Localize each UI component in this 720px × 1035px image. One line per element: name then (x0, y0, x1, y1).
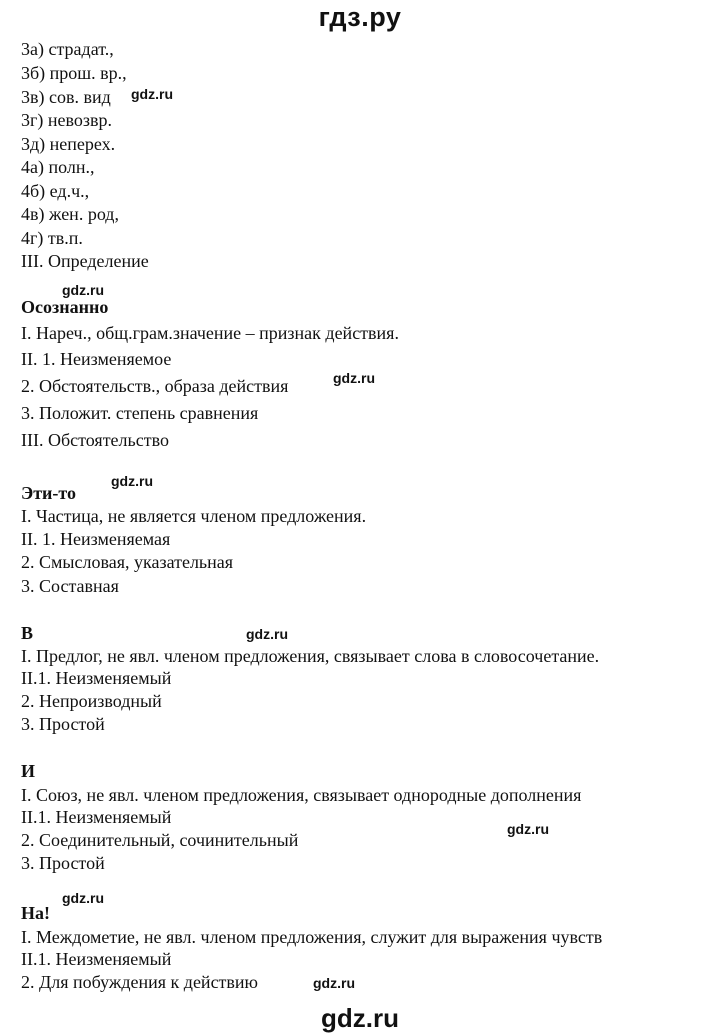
text-line: 3в) сов. вид (21, 87, 111, 107)
watermark: gdz.ru (246, 626, 288, 642)
text-line: 4а) полн., (21, 157, 95, 177)
text-line: II.1. Неизменяемый (21, 949, 172, 969)
watermark: gdz.ru (62, 890, 104, 906)
site-title: гдз.ру (318, 2, 402, 32)
text-line: 2. Обстоятельств., образа действия (21, 376, 289, 396)
text-line: II. 1. Неизменяемая (21, 529, 171, 549)
text-line: 3а) страдат., (21, 39, 114, 59)
text-line: I. Союз, не явл. членом предложения, связывает однородные дополнения (21, 785, 582, 805)
site-footer: gdz.ru (321, 1003, 399, 1033)
text-line: 3г) невозвр. (21, 110, 112, 130)
text-line: 3. Простой (21, 714, 105, 734)
watermark: gdz.ru (131, 86, 173, 102)
text-line: II. 1. Неизменяемое (21, 349, 172, 369)
watermark: gdz.ru (111, 473, 153, 489)
text-line: I. Частица, не является членом предложения. (21, 506, 367, 526)
text-line: 3б) прош. вр., (21, 63, 127, 83)
section-heading: Осознанно (21, 297, 109, 317)
text-line: 3. Составная (21, 576, 119, 596)
text-line: 4б) ед.ч., (21, 181, 90, 201)
text-line: 2. Смысловая, указательная (21, 552, 234, 572)
text-line: 3. Положит. степень сравнения (21, 403, 259, 423)
watermark: gdz.ru (507, 821, 549, 837)
text-line: 4в) жен. род, (21, 204, 119, 224)
watermark: gdz.ru (62, 282, 104, 298)
text-line: III. Обстоятельство (21, 430, 169, 450)
section-heading: Эти-то (21, 483, 77, 503)
text-line: II.1. Неизменяемый (21, 807, 172, 827)
section-heading: В (21, 623, 34, 643)
text-line: II.1. Неизменяемый (21, 668, 172, 688)
text-line: 4г) тв.п. (21, 228, 83, 248)
text-line: 2. Соединительный, сочинительный (21, 830, 299, 850)
text-line: I. Нареч., общ.грам.значение – признак действия. (21, 323, 399, 343)
text-line: 3. Простой (21, 853, 105, 873)
text-line: III. Определение (21, 251, 149, 271)
text-line: 2. Непроизводный (21, 691, 162, 711)
section-heading: На! (21, 903, 50, 923)
text-line: 2. Для побуждения к действию (21, 972, 258, 992)
section-heading: И (21, 761, 36, 781)
watermark: gdz.ru (333, 370, 375, 386)
text-line: I. Междометие, не явл. членом предложения, служит для выражения чувств (21, 927, 603, 947)
text-line: I. Предлог, не явл. членом предложения, связывает слова в словосочетание. (21, 646, 600, 666)
watermark: gdz.ru (313, 975, 355, 991)
text-line: 3д) неперех. (21, 134, 116, 154)
